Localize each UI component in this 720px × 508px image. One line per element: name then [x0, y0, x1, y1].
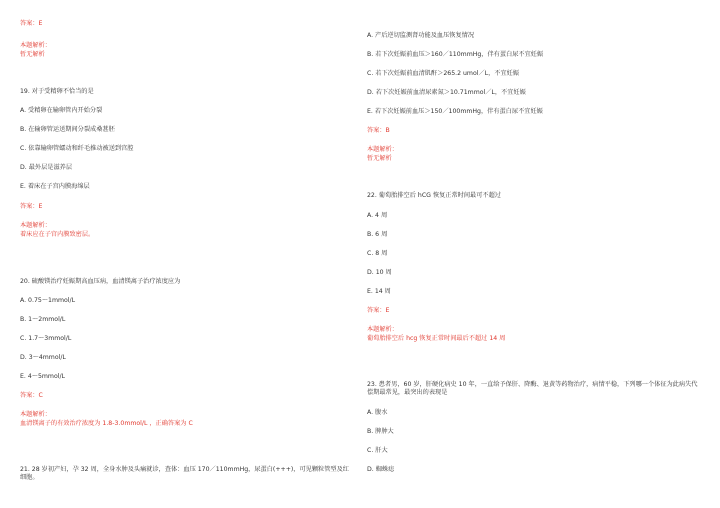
q23-option-b: B. 脾肿大	[367, 428, 394, 435]
question-21-stem: 21. 28 岁初产妇，孕 32 周，全身水肿及头痛就诊，查体：血压 170／110mmHg，尿蛋白(+++)，可见颗粒管型及红细胞。	[20, 466, 349, 481]
q21-option-c: C. 若下次妊娠前血清肌酐＞265.2 umol／L，不宜妊娠	[367, 70, 520, 77]
right-column	[367, 0, 707, 508]
q23-option-c: C. 肝大	[367, 447, 388, 454]
question-23-stem: 23. 患者男，60 岁，肝硬化病史 10 年，一直给予保肝、降酶、退黄等药物治疗，病情平稳，下列哪一个体征为此病失代偿期最常见，最突出的表现是	[367, 381, 698, 396]
left-column	[20, 0, 360, 508]
question-22-stem: 22. 葡萄胎排空后 hCG 恢复正常时间最可不超过	[367, 192, 501, 199]
q20-answer: 答案：C	[20, 392, 43, 399]
q21-option-e: E. 若下次妊娠前血压＞150／100mmHg，伴有蛋白尿不宜妊娠	[367, 108, 543, 115]
q22-option-d: D. 10 周	[367, 269, 392, 276]
analysis-text: 暂无解析	[20, 51, 45, 58]
q23-option-d: D. 蜘蛛痣	[367, 466, 395, 473]
q20-option-b: B. 1～2mmol/L	[20, 316, 66, 323]
q19-analysis-text: 着床应在子宫内膜致密层。	[20, 231, 95, 238]
q21-option-a: A. 产后逆切监测肾功能及血压恢复情况	[367, 32, 475, 39]
q19-answer: 答案：E	[20, 203, 43, 210]
q21-option-d: D. 若下次妊娠前血清尿素氮＞10.71mmol／L，不宜妊娠	[367, 89, 526, 96]
q21-answer: 答案：B	[367, 127, 390, 134]
q19-option-a: A. 受精卵在输卵管内开始分裂	[20, 107, 103, 114]
analysis-label: 本题解析：	[20, 42, 51, 49]
q23-option-a: A. 腹水	[367, 409, 388, 416]
q20-option-a: A. 0.75～1mmol/L	[20, 297, 76, 304]
question-20-stem: 20. 硫酸镁治疗妊娠期高血压病，血清镁离子治疗浓度应为	[20, 278, 181, 285]
q22-option-b: B. 6 周	[367, 231, 388, 238]
q19-option-b: B. 在输卵管运送期间分裂成桑葚胚	[20, 126, 115, 133]
q22-analysis-text: 葡萄胎排空后 hcg 恢复正常时间最后不超过 14 周	[367, 335, 506, 342]
question-19-stem: 19. 对于受精卵不恰当的是	[20, 88, 94, 95]
answer-label: 答案：E	[20, 20, 43, 27]
q22-answer: 答案：E	[367, 307, 390, 314]
q21-analysis-text: 暂无解析	[367, 155, 392, 162]
q20-analysis-text: 血清镁离子的有效治疗浓度为 1.8-3.0mmol/L ，正确答案为 C	[20, 420, 193, 427]
q22-analysis-label: 本题解析：	[367, 326, 398, 333]
q20-option-d: D. 3～4mmol/L	[20, 354, 66, 361]
q21-analysis-label: 本题解析：	[367, 146, 398, 153]
q19-analysis-label: 本题解析：	[20, 222, 51, 229]
q20-option-c: C. 1.7～3mmol/L	[20, 335, 72, 342]
q22-option-a: A. 4 周	[367, 212, 388, 219]
q20-analysis-label: 本题解析：	[20, 411, 51, 418]
q22-option-e: E. 14 周	[367, 288, 391, 295]
q20-option-e: E. 4～5mmol/L	[20, 373, 65, 380]
q22-option-c: C. 8 周	[367, 250, 388, 257]
q19-option-d: D. 最外层是滋养层	[20, 164, 73, 171]
q19-option-c: C. 依靠输卵管蠕动和纤毛推动被送到宫腔	[20, 145, 134, 152]
q19-option-e: E. 着床在子宫内膜海绵层	[20, 183, 90, 190]
q21-option-b: B. 若下次妊娠前血压＞160／110mmHg，伴有蛋白尿不宜妊娠	[367, 51, 544, 58]
